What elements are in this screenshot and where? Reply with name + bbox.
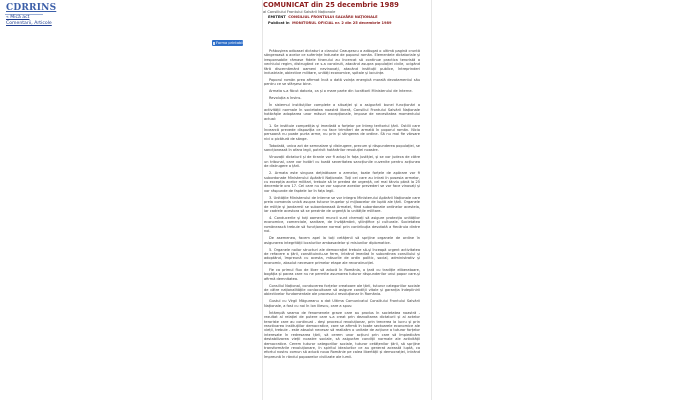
body-paragraph: În sistemul instituțiilor complete a situației și a asigurării bunei funcționări a activității normale în societatea noastră liberă, Consiliul Frontului Salvării Naționale hotărăște adoptarea unor măsuri excepționale, impuse de necesitatea momentului actual: — [264, 103, 420, 121]
body-paragraph: Revoluția a învins. — [269, 96, 302, 101]
body-paragraph: Consiliul Național, conducerea forțelor creatoare ale țării, tuturor categoriilor sociale de către naționalitățile conlocuitoare să asigure condiții vitale și garanția îndeplinirii obiectivelor fundamentale ale procesului revoluționar în România. — [264, 283, 420, 297]
document-body — [264, 49, 420, 362]
body-paragraph: Totodată, unica act de semnalare și distrugere, precum și răspunderea populației, se sancționează în afara legii, potrivit hotărârilor revoluției noastre. — [264, 143, 420, 153]
body-paragraph: 5. Organele noilor structuri ale democrației trebuie să-și înceapă urgent activitatea de refacere a țării, constituindu-se ferm, intrând imediat în subordinea consiliului și adoptând, împreună cu acesta, măsurile de ordin politic, social, administrativ și economic, absolut necesare primelor etape ale reconstrucției. — [264, 247, 420, 265]
printer-icon — [213, 42, 215, 45]
sidebar — [0, 0, 248, 400]
body-paragraph: 3. Unitățile Ministerului de Interne se vor integra Ministerului Apărării Naționale care preia comanda unică asupra tuturor trupelor și mijloacelor de luptă ale țării. Organele de miliție și jandarmii se subordonează Armatei, fiind subordonate ordinelor acesteia, iar cadrele acestora să se prezinte de urgență la unitățile militare. — [264, 195, 420, 213]
body-paragraph: Fie ca primul flux de liber să aducă în România, o țară cu tradiție eliberatoare, bogăția și pacea care nu ne permite asumarea tuturor răspunderilor unui popor care-și afirmă demnitatea. — [264, 267, 420, 281]
body-paragraph: Vinovații dictaturii și de tiranie vor fi aduși în fața Justiției, și se vor judeca de către un tribunal, care vor hotărî cu toată severitatea sancțiunile cuvenite pentru acțiunea de distrugere a țării. — [264, 155, 420, 169]
body-paragraph: De asemenea, facem apel la toți cetățenii să sprijine organele de ordine în asigurarea integrității localurilor ambasadelor și misiunilor diplomatice. — [264, 236, 420, 245]
body-paragraph: Gustul cu Virgil Măgureanu a dat Ultima Comunicatul Consiliului Frontului Salvării Naționale, a fost cu noi în Ion Iliescu, care a spus: — [264, 299, 420, 308]
body-paragraph: Poporul român prea afirmat încă o dată voința energică morală devotamentul său pentru ce se sfârșesc bine. — [264, 78, 420, 87]
body-paragraph: 1. Se instituie competiția și imediată a forțelor pe întreg teritoriul țării. Ostilii care încearcă prevede dispoziția ce nu face trimiteri de armată în poporul român. Nicio persoană nu poate purta arme, nu prin și stingerea de ordine. Să nu mai fie vărsare nici o picătură de sânge. — [264, 123, 420, 141]
body-paragraph: 2. Armata este singura deținătoare a armelor, toate forțele de apărare vor fi subordonate Ministerului Apărării Naționale. Toți cei care au intrat în posesia armelor, cu excepția acelor militari, trebuie să le predea de urgență, cel mai târziu până la 25 decembrie ora 17. Cei care nu se vor supune acestor prevederi se vor face vinovați și vor răspunde de faptele lor în fața legii. — [264, 171, 420, 193]
print-button-label: Forma printabilă — [216, 41, 246, 45]
published-value: MONITORUL OFICIAL nr. 2 din 25 decembrie 1989 — [292, 21, 392, 25]
body-paragraph: Armata s-a făcut datoria, ca și o mare parte din lucrătorii Ministerului de Interne. — [269, 89, 413, 94]
document-emitent — [268, 15, 378, 19]
site-logo[interactable]: CDRRINS — [6, 3, 57, 13]
body-paragraph: 4. Conducerile și toți oamenii muncii sunt chemați să asigure protecția unităților economice, comerciale, sanitare, de învățământ, științifice și culturale. Societatea românească trebuie să funcționeze normal prin contribuția devotată a fiecăruia dintre noi. — [264, 215, 420, 234]
emitent-value: CONSILIUL FRONTULUI SALVĂRII NAȚIONALE — [288, 15, 378, 19]
body-paragraph: Prăbușirea odioasei dictaturi a clanului Ceaușescu a adăugat o ultimă pagină cruntă sângeroasă a acelor ce suferințe îndurate de poporul român. Elementele dictatoriale și iresponsabile rămase fidele tiranului au încercat să continue practica teroristă a vechiului regim, distrugând ce s-a construit, atacând asupra populației civile, ucigând fără discernământ oameni nevinovați, atacând instituții publice, întreprinderi industriale, obiective militare, unități economice, spitale și locuințe. — [264, 49, 420, 76]
document-issuer: al Consiliului Frontului Salvării Naționale — [263, 10, 336, 14]
sidebar-link-act[interactable]: « Mică act — [6, 15, 30, 20]
document-title: COMUNICAT din 25 decembrie 1989 — [263, 1, 399, 9]
published-label: Publicat în — [268, 21, 290, 25]
print-button[interactable] — [212, 40, 246, 46]
emitent-label: EMITENT — [268, 15, 286, 19]
sidebar-link-comments[interactable]: Comentarii, Articole — [6, 21, 52, 26]
body-paragraph: Întâmplă seama de fenomenele grave care au produs în societatea noastră - rezultat al relației de putere care s-a creat prin dezvoltarea dictaturii și al actelor teroriste care au continuat - deși procesul revoluționar, prin trecerea la lucru și prin reactivarea instituțiilor democratice, care se afirmă în toate sectoarele economice ale vieții, trebuie - este absolut necesar să realizăm o unitate de acțiune a tuturor forțelor interesate în redresarea țării, să cerem unor acțiuni prin care să împiedicăm destabilizarea vieții noastre sociale, să asigurăm condiții normale ale activității democratice. Cerem tuturor categoriilor sociale, tuturor cetățenilor țării, să sprijine transformările revoluționare, în spiritul idealurilor ce au generat această luptă, ca efortul nostru comun să aducă noua Românie pe calea libertății și democrației, intrând împreună în rândul popoarelor civilizate ale lumii. — [264, 310, 420, 359]
document-publication — [268, 21, 392, 25]
